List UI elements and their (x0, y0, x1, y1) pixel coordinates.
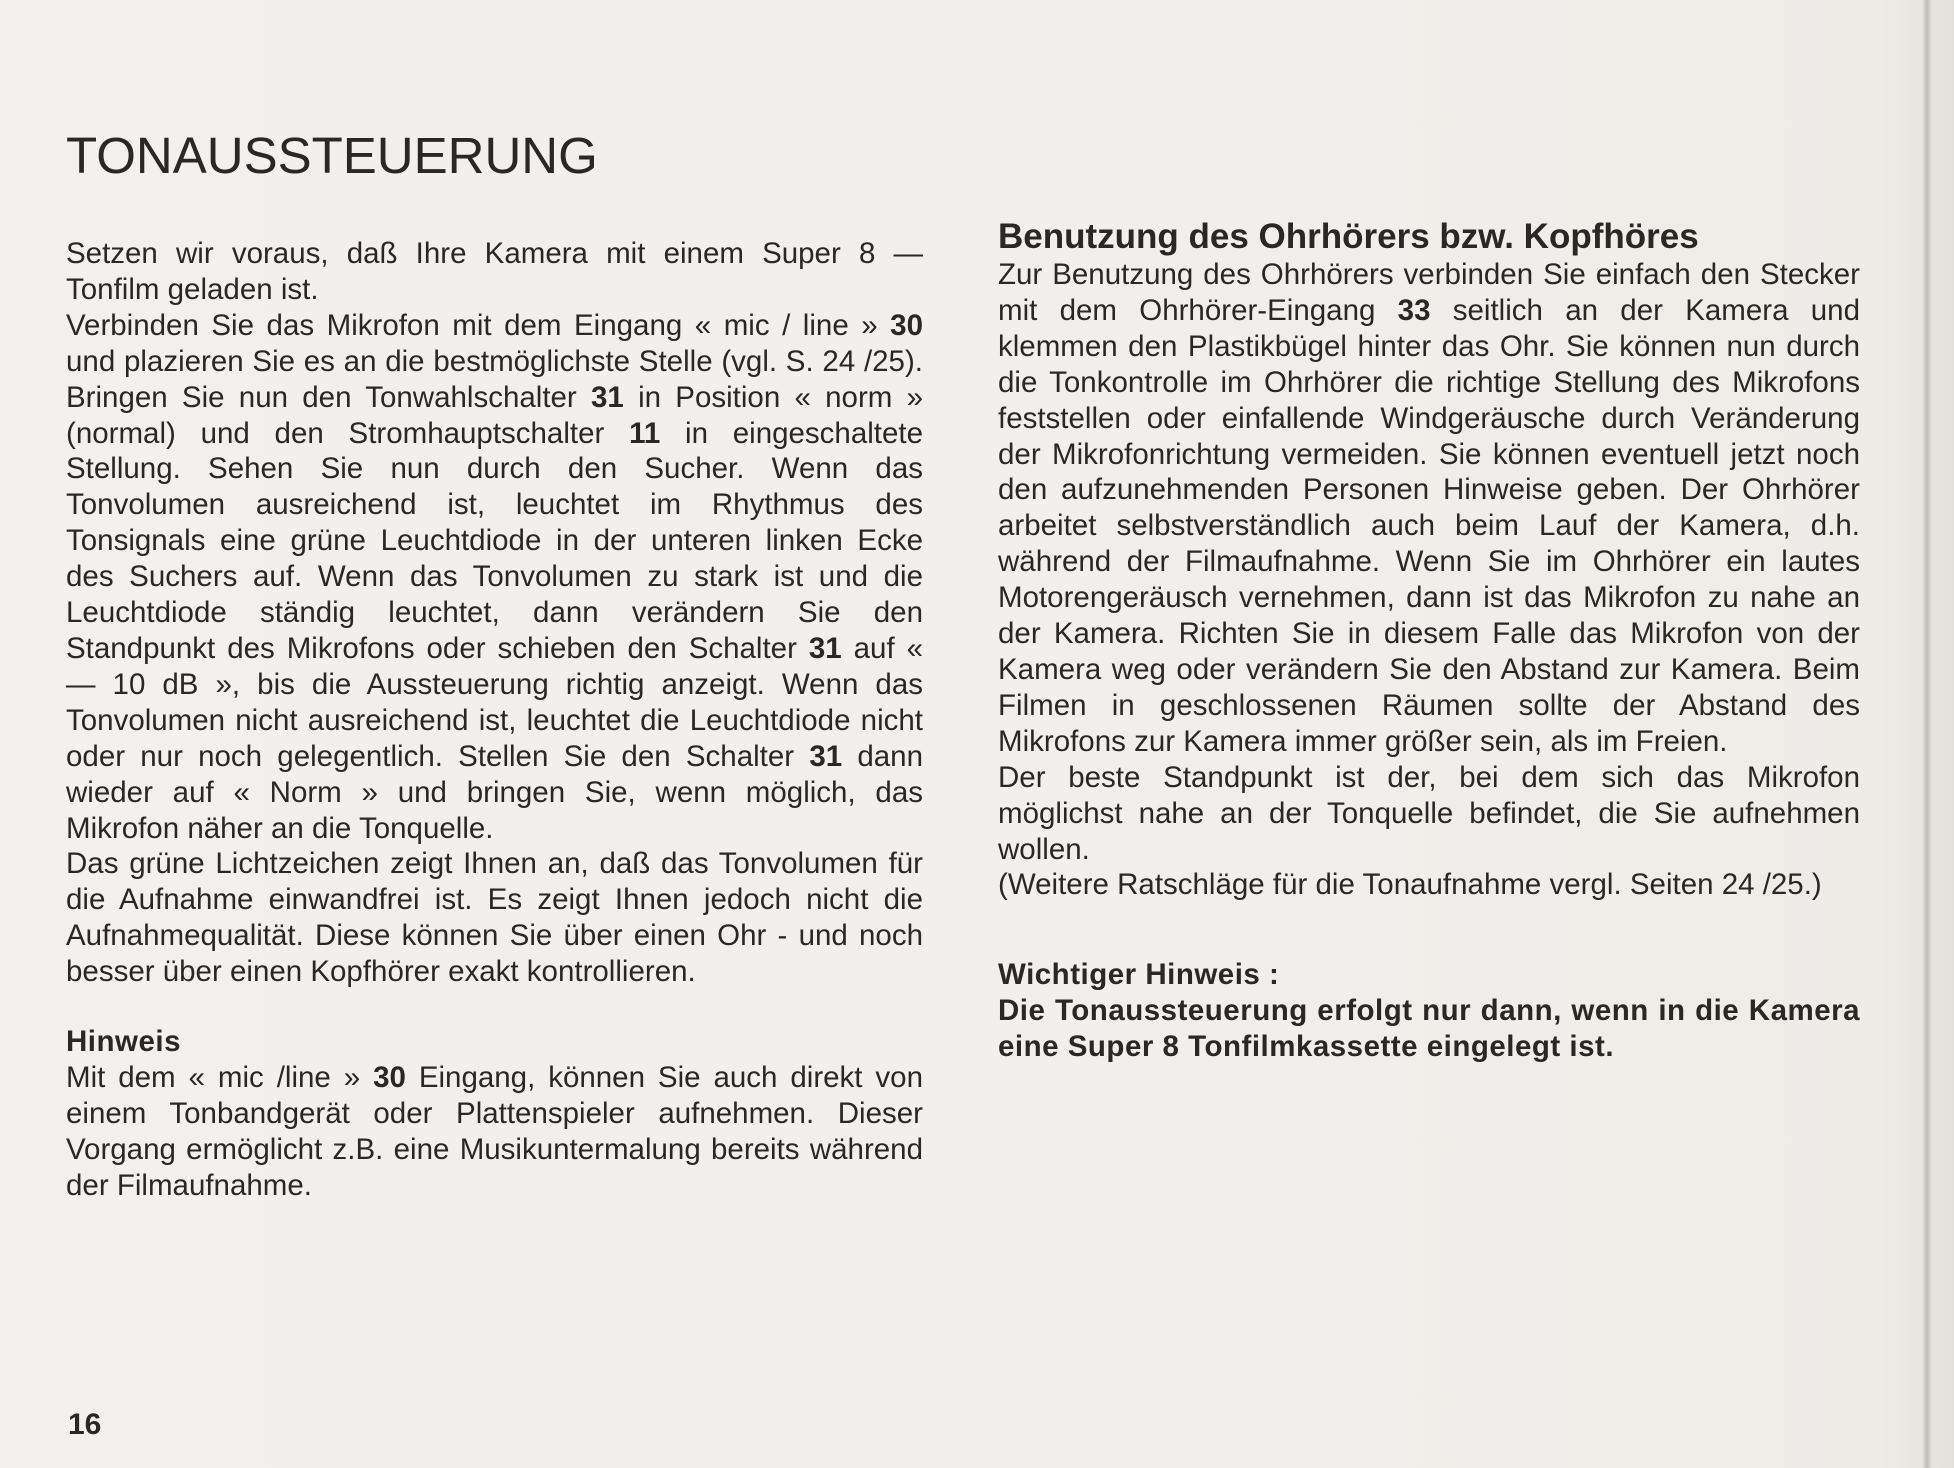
text-run: seitlich an der Kamera und klemmen den Plastikbügel hinter das Ohr. Sie können nun durch die Tonkontrolle im Ohrhörer die richtige Stellung des Mikrofons feststellen oder einfallende Windgeräusche durch Veränderung der Mikrofonrichtung vermeiden. Sie können eventuell jetzt noch den aufzunehmenden Personen Hinweise geben. Der Ohrhörer arbeitet selbstverständlich auch beim Lauf der Kamera, d.h. während der Filmaufnahme. Wenn Sie im Ohrhörer ein lautes Motorengeräusch vernehmen, dann ist das Mikrofon zu nahe an der Kamera. Richten Sie in diesem Falle das Mikrofon von der Kamera weg oder verändern Sie den Abstand zur Kamera. Beim Filmen in geschlossenen Räumen sollte der Abstand des Mikrofons zur Kamera immer größer sein, als im Freien. (998, 293, 1860, 758)
part-number: 30 (890, 308, 923, 342)
page-title: TONAUSSTEUERUNG (66, 127, 598, 184)
left-paragraph-1: Setzen wir voraus, daß Ihre Kamera mit einem Super 8 — Tonfilm geladen ist. (66, 237, 923, 306)
important-note-heading: Wichtiger Hinweis : (998, 958, 1280, 992)
part-number: 31 (809, 739, 843, 773)
left-column (66, 236, 923, 1204)
section-heading: Benutzung des Ohrhörers bzw. Kopfhöres (998, 217, 1699, 256)
part-number: 31 (591, 380, 624, 414)
part-number: 11 (629, 416, 661, 450)
text-run: in Position « norm » (normal) und den Stromhauptschalter (66, 380, 923, 450)
part-number: 30 (373, 1060, 406, 1094)
right-paragraph-1 (998, 257, 1860, 760)
text-run: in eingeschaltete Stellung. Sehen Sie nun durch den Sucher. Wenn das Tonvolumen ausreichend ist, leuchtet im Rhythmus des Tonsignals eine grüne Leuchtdiode in der unteren linken Ecke des Suchers auf. Wenn das Tonvolumen zu stark ist und die Leuchtdiode ständig leuchtet, dann verändern Sie den Standpunkt des Mikrofons oder schieben den Schalter (66, 416, 923, 665)
text-run: und plazieren Sie es an die bestmöglichste Stelle (vgl. S. 24 /25). Bringen Sie nun den Tonwahlschalter (66, 344, 923, 414)
page-fold-shadow (1922, 0, 1932, 1468)
part-number: 31 (808, 631, 842, 665)
text-run: dann wieder auf « Norm » und bringen Sie, wenn möglich, das Mikrofon näher an die Tonquelle. (66, 739, 923, 845)
left-paragraph-3: Das grüne Lichtzeichen zeigt Ihnen an, daß das Tonvolumen für die Aufnahme einwandfrei ist. Es zeigt Ihnen jedoch nicht die Aufnahmequalität. Diese können Sie über einen Ohr - und noch besser über einen Kopfhörer exakt kontrollieren. (66, 847, 923, 989)
text-run: Zur Benutzung des Ohrhörers verbinden Sie einfach den Stecker mit dem Ohrhörer-Eingang (998, 258, 1860, 327)
right-paragraph-3: (Weitere Ratschläge für die Tonaufnahme vergl. Seiten 24 /25.) (998, 868, 1822, 902)
left-paragraph-2 (66, 308, 923, 847)
text-run: Eingang, können Sie auch direkt von einem Tonbandgerät oder Plattenspieler aufnehmen. Dieser Vorgang ermöglicht z.B. eine Musikuntermalung bereits während der Filmaufnahme. (66, 1060, 923, 1202)
part-number: 33 (1397, 293, 1431, 327)
text-run: Verbinden Sie das Mikrofon mit dem Eingang « mic / line » (66, 308, 891, 342)
text-run: Mit dem « mic /line » (66, 1060, 374, 1094)
right-paragraph-2: Der beste Standpunkt ist der, bei dem sich das Mikrofon möglichst nahe an der Tonquelle befindet, die Sie aufnehmen wollen. (998, 760, 1860, 866)
page-number: 16 (68, 1408, 102, 1441)
note-paragraph (66, 1060, 923, 1204)
important-note-text: Die Tonaussteuerung erfolgt nur dann, wenn in die Kamera eine Super 8 Tonfilmkassette eingelegt ist. (998, 994, 1860, 1064)
right-column (998, 216, 1860, 1065)
note-heading: Hinweis (66, 1025, 181, 1059)
text-run: auf « — 10 dB », bis die Aussteuerung richtig anzeigt. Wenn das Tonvolumen nicht ausreichend ist, leuchtet die Leuchtdiode nicht oder nur noch gelegentlich. Stellen Sie den Schalter (66, 631, 923, 773)
